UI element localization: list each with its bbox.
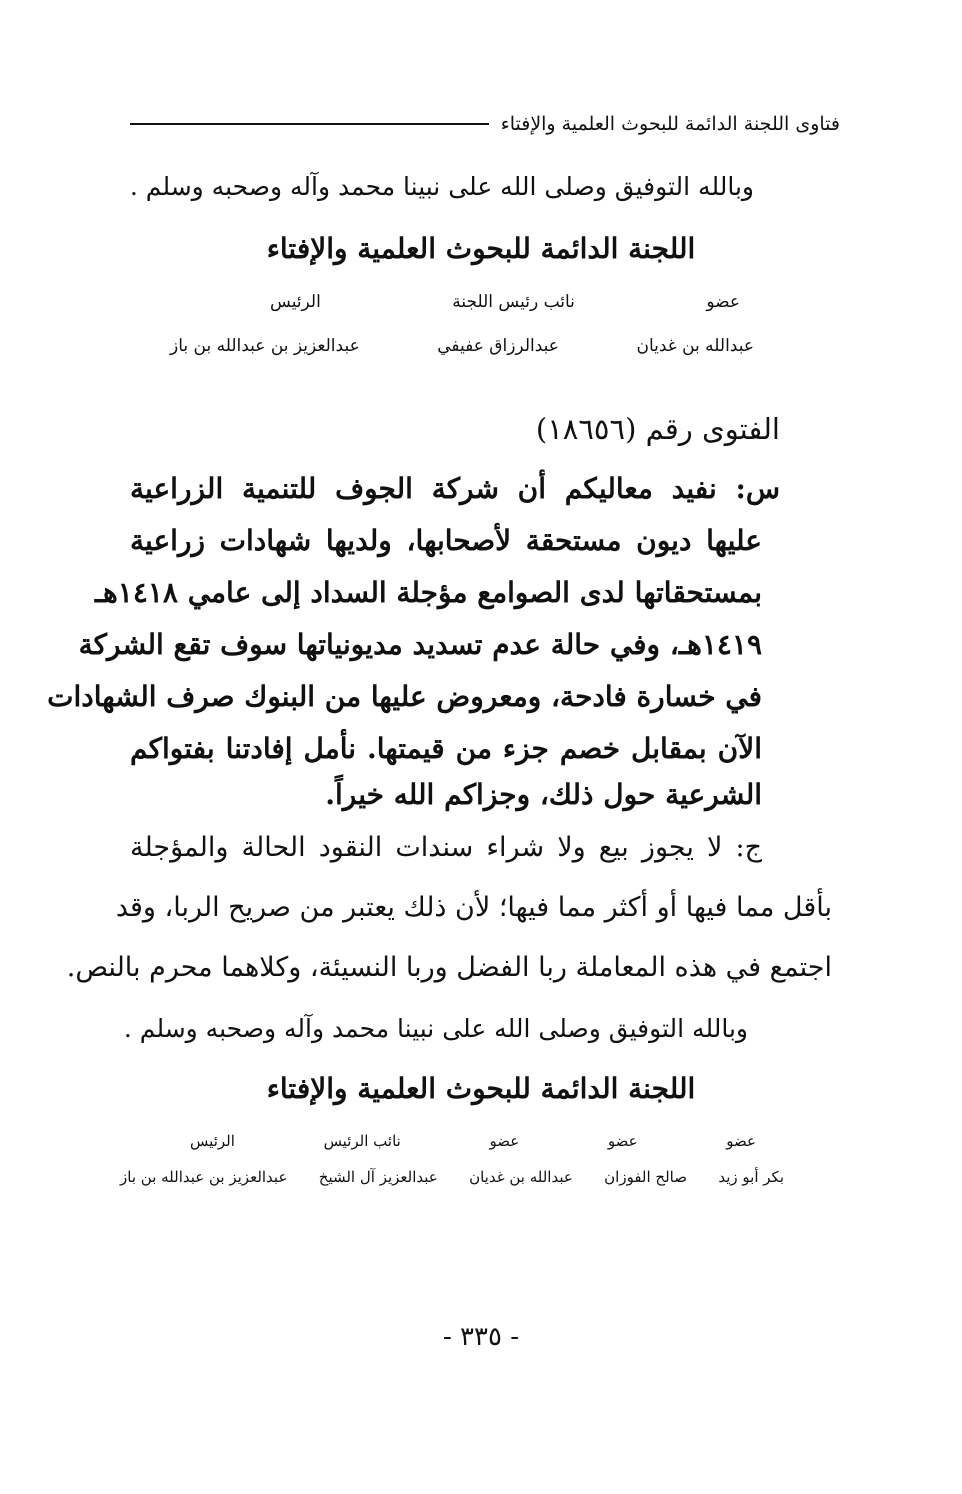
signatory-name: بكر أبو زيد xyxy=(718,1168,784,1186)
signatory-name: عبدالعزيز بن عبدالله بن باز xyxy=(120,1168,288,1186)
closing-formula: وبالله التوفيق وصلى الله على نبينا محمد وآله وصحبه وسلم . xyxy=(129,172,754,201)
question-line: في خسارة فادحة، ومعروض عليها من البنوك صرف الشهادات xyxy=(47,680,762,713)
signature-role: الرئيس xyxy=(270,292,321,312)
signatory-name: عبدالله بن غديان xyxy=(636,336,754,356)
answer-line: اجتمع في هذه المعاملة ربا الفضل وربا النسيئة، وكلاهما محرم بالنص. xyxy=(66,952,832,983)
signature-role: عضو xyxy=(726,1132,756,1150)
signature-role: عضو xyxy=(706,292,740,312)
signature-role: نائب الرئيس xyxy=(323,1132,401,1150)
signature-role: عضو xyxy=(607,1132,638,1150)
fatwa-number: الفتوى رقم (١٨٦٥٦) xyxy=(535,412,780,446)
running-header-title: فتاوى اللجنة الدائمة للبحوث العلمية والإفتاء xyxy=(500,113,840,135)
signature-names xyxy=(120,1168,784,1186)
page-number: - ٣٣٥ - xyxy=(442,1322,520,1352)
question-line: عليها ديون مستحقة لأصحابها، ولديها شهادات زراعية xyxy=(130,524,762,557)
committee-title: اللجنة الدائمة للبحوث العلمية والإفتاء xyxy=(266,232,696,265)
closing-formula: وبالله التوفيق وصلى الله على نبينا محمد وآله وصحبه وسلم . xyxy=(123,1014,748,1043)
header-rule xyxy=(130,123,489,125)
signatory-name: عبدالعزيز بن عبدالله بن باز xyxy=(170,336,360,356)
signature-names xyxy=(170,336,754,356)
signature-role: عضو xyxy=(489,1132,520,1150)
signature-roles xyxy=(270,292,740,312)
question-line: الشرعية حول ذلك، وجزاكم الله خيراً. xyxy=(325,778,762,811)
question-line: الآن بمقابل خصم جزء من قيمتها. نأمل إفادتنا بفتواكم xyxy=(130,732,762,765)
running-header xyxy=(130,104,840,144)
committee-title: اللجنة الدائمة للبحوث العلمية والإفتاء xyxy=(266,1072,696,1105)
signature-role: نائب رئيس اللجنة xyxy=(452,292,575,312)
signature-roles xyxy=(190,1132,756,1150)
question-line: بمستحقاتها لدى الصوامع مؤجلة السداد إلى عامي ١٤١٨هـ xyxy=(94,576,762,609)
signatory-name: عبدالعزيز آل الشيخ xyxy=(318,1168,438,1186)
signatory-name: صالح الفوزان xyxy=(604,1168,687,1186)
answer-line: ج: لا يجوز بيع ولا شراء سندات النقود الحالة والمؤجلة xyxy=(130,832,762,863)
question-line: س: نفيد معاليكم أن شركة الجوف للتنمية الزراعية xyxy=(130,472,780,505)
question-line: ١٤١٩هـ، وفي حالة عدم تسديد مديونياتها سوف تقع الشركة xyxy=(78,628,762,661)
signature-role: الرئيس xyxy=(190,1132,235,1150)
signatory-name: عبدالرزاق عفيفي xyxy=(437,336,559,356)
signatory-name: عبدالله بن غديان xyxy=(469,1168,573,1186)
answer-line: بأقل مما فيها أو أكثر مما فيها؛ لأن ذلك يعتبر من صريح الربا، وقد xyxy=(115,892,832,923)
